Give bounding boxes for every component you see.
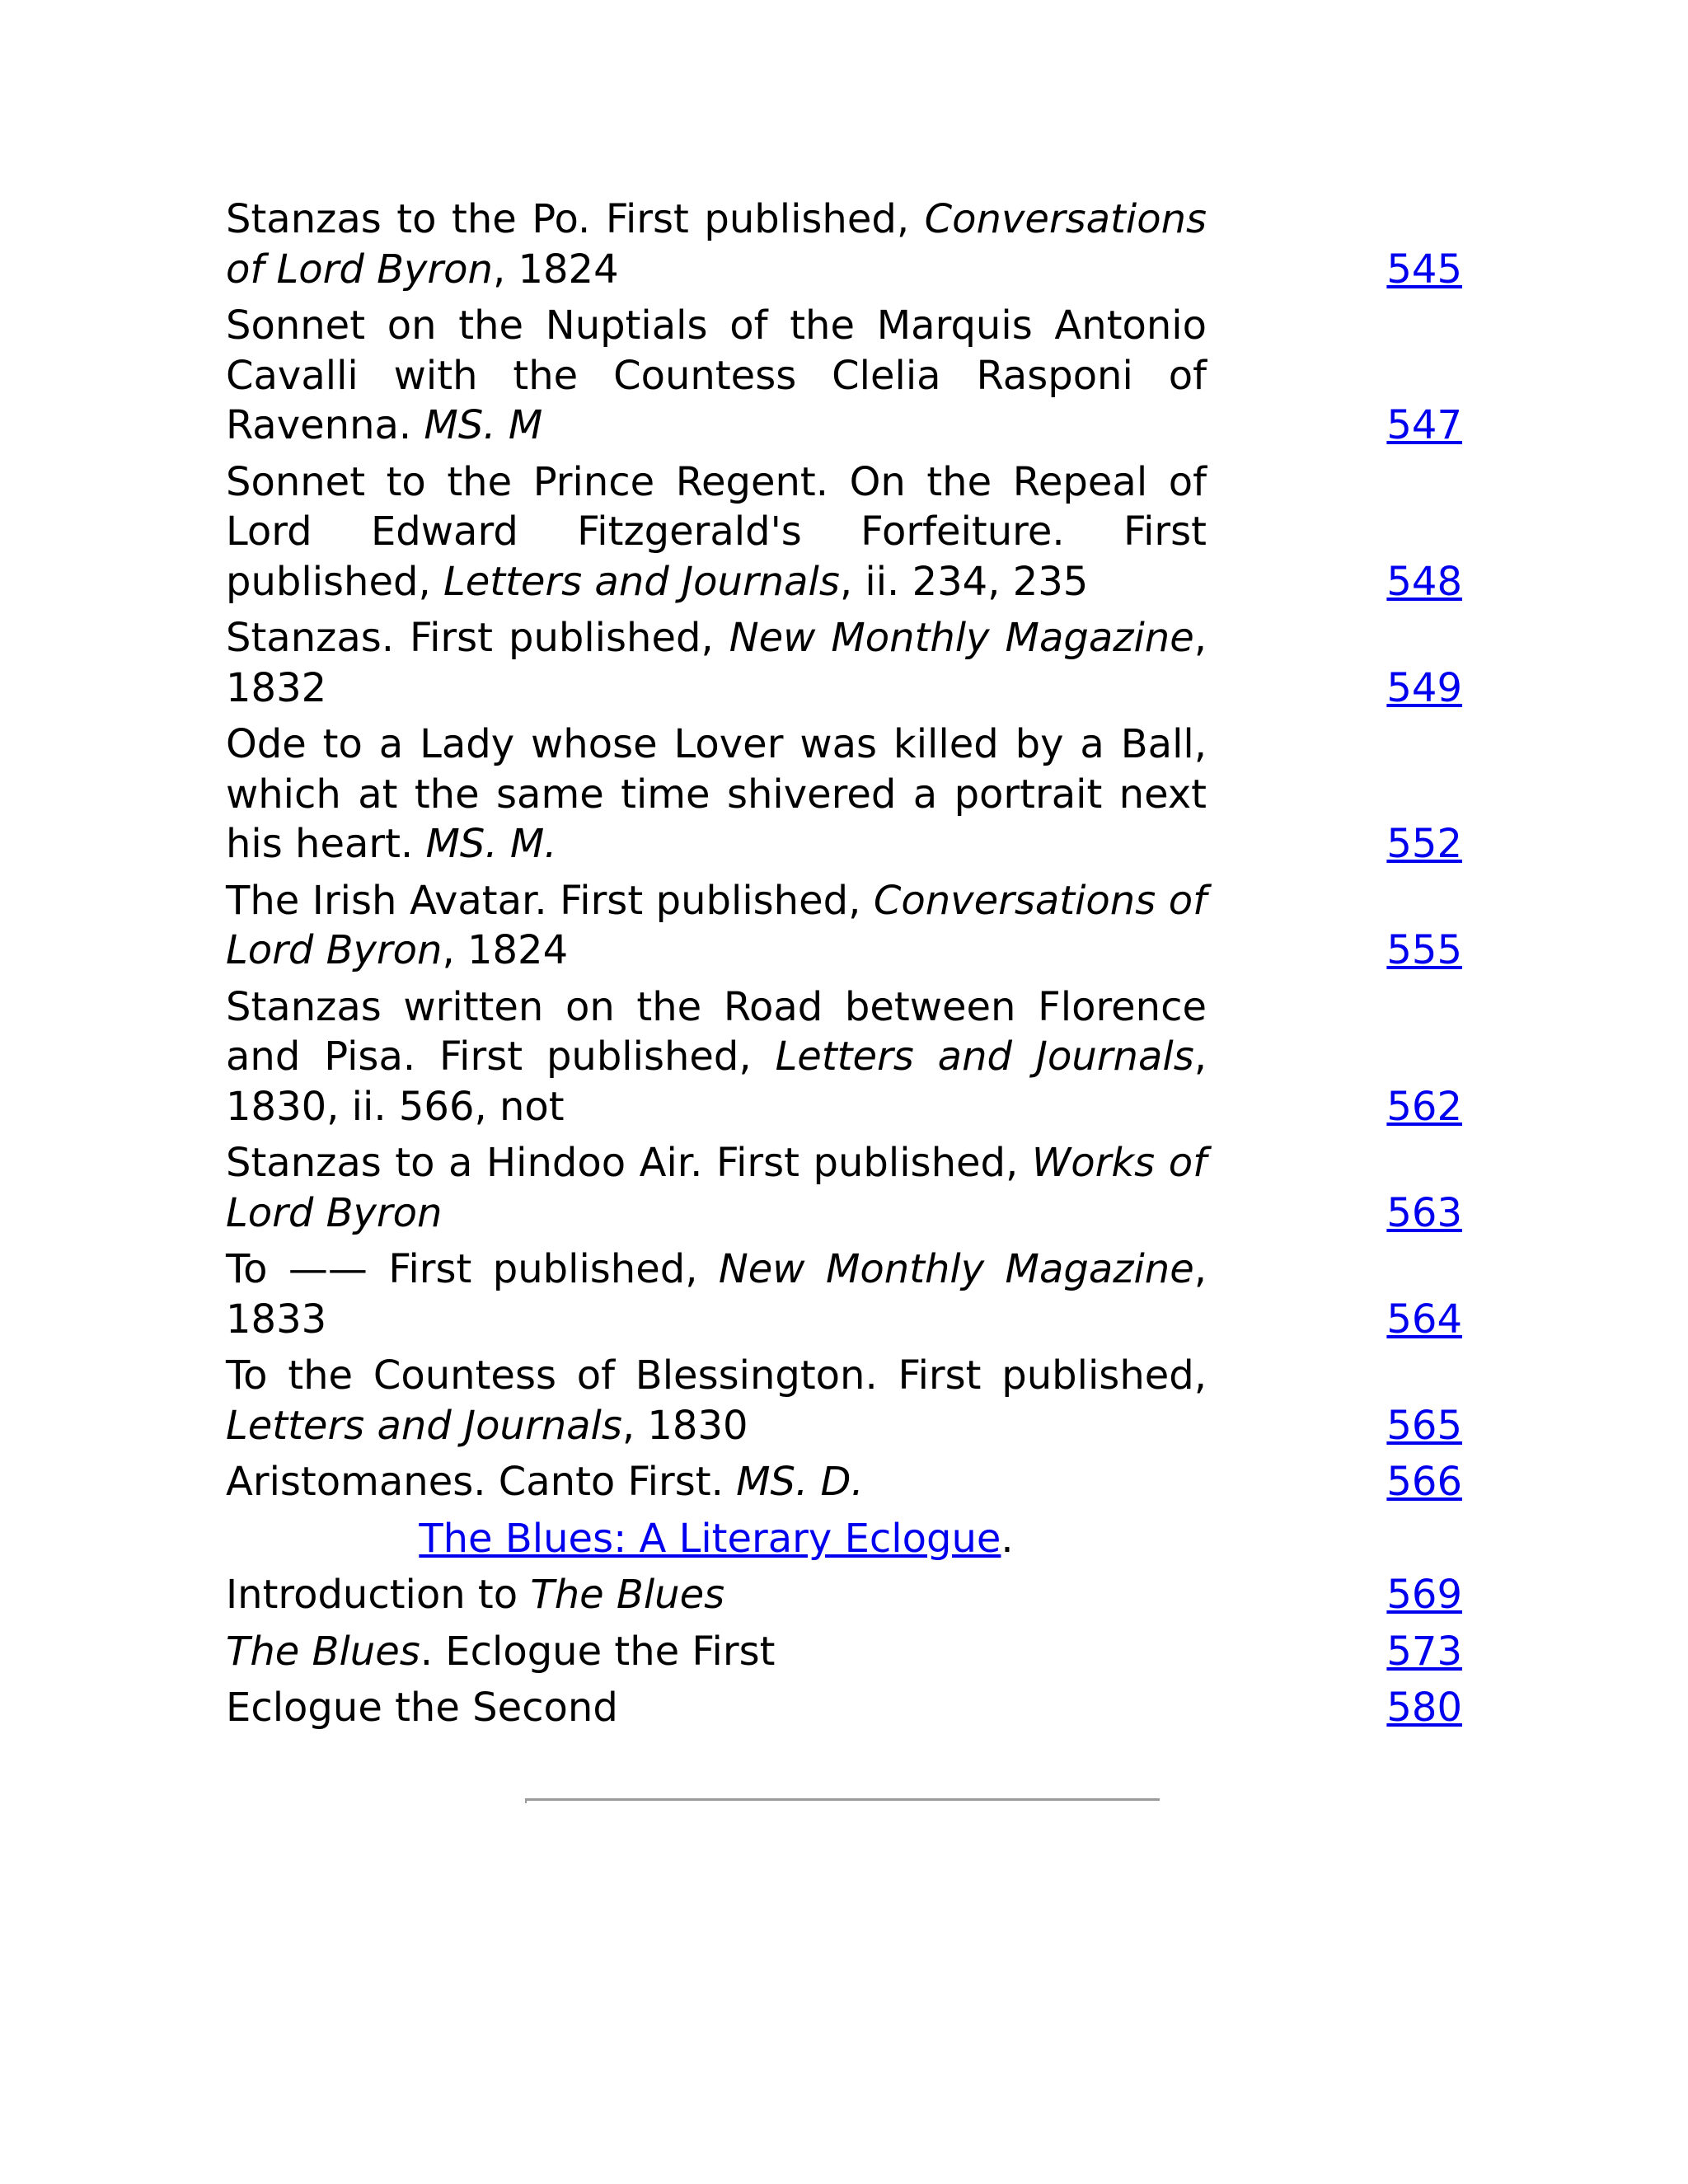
entry-title-italic: Works of Lord Byron bbox=[226, 1140, 1207, 1236]
entry-title-text: , 1830, ii. 566, not bbox=[226, 1033, 1207, 1130]
entry-title-text: , ii. 234, 235 bbox=[839, 558, 1089, 605]
entry-title-italic: The Blues bbox=[226, 1628, 420, 1675]
entry-title-italic: Letters and Journals bbox=[443, 558, 840, 605]
entry-title-text: Aristomanes. Canto First. bbox=[226, 1459, 737, 1505]
entry-title bbox=[226, 982, 1207, 1132]
entry-title-text: Stanzas. First published, bbox=[226, 615, 729, 661]
entry-title bbox=[226, 1351, 1207, 1451]
entry-title-italic: MS. M bbox=[424, 402, 543, 448]
entry-page-cell bbox=[1297, 1570, 1462, 1620]
entry-title bbox=[226, 301, 1207, 451]
entry-title-text: To the Countess of Blessington. First published, bbox=[226, 1352, 1207, 1399]
entry-title bbox=[226, 719, 1207, 869]
section-heading bbox=[226, 1514, 1207, 1564]
page-number-link[interactable]: 580 bbox=[1386, 1685, 1462, 1731]
toc-entry bbox=[226, 1683, 1462, 1733]
toc-entry bbox=[226, 194, 1462, 294]
entry-title-text: Stanzas to the Po. First published, bbox=[226, 196, 925, 242]
entry-title-italic: Letters and Journals bbox=[226, 1402, 622, 1449]
entry-page-cell bbox=[1297, 926, 1462, 976]
section-heading-suffix: . bbox=[1001, 1515, 1014, 1562]
entry-title-text: , 1832 bbox=[226, 615, 1207, 711]
toc-entry bbox=[226, 301, 1462, 451]
entry-page-cell bbox=[1297, 1401, 1462, 1451]
entry-title-italic: Conversations of Lord Byron bbox=[226, 877, 1207, 973]
entry-page-cell bbox=[1297, 663, 1462, 714]
toc-entry bbox=[226, 982, 1462, 1132]
page-number-link[interactable]: 548 bbox=[1386, 558, 1462, 605]
entry-title bbox=[226, 194, 1207, 294]
entry-page-cell bbox=[1297, 1188, 1462, 1239]
entry-page-cell bbox=[1297, 819, 1462, 869]
entry-page-cell bbox=[1297, 401, 1462, 451]
entry-title bbox=[226, 876, 1207, 976]
entry-title bbox=[226, 1683, 1207, 1733]
toc-entry bbox=[226, 1351, 1462, 1451]
entry-title-text: To —— First published, bbox=[226, 1246, 719, 1292]
toc-entry bbox=[226, 876, 1462, 976]
entry-title-text: Introduction to bbox=[226, 1572, 531, 1618]
toc-entry bbox=[226, 1627, 1462, 1677]
entry-page-cell bbox=[1297, 1683, 1462, 1733]
page-number-link[interactable]: 564 bbox=[1386, 1296, 1462, 1343]
table-of-contents bbox=[226, 194, 1462, 1740]
entry-title bbox=[226, 1627, 1207, 1677]
entry-page-cell bbox=[1297, 1295, 1462, 1345]
entry-page-cell bbox=[1297, 1082, 1462, 1132]
entry-page-cell bbox=[1297, 1627, 1462, 1677]
entry-page-cell bbox=[1297, 1457, 1462, 1507]
page-number-link[interactable]: 555 bbox=[1386, 927, 1462, 973]
entry-title-text: Ode to a Lady whose Lover was killed by a Ball, which at the same time shivered a portrait next his heart. bbox=[226, 721, 1207, 867]
entry-title-text: , 1824 bbox=[492, 246, 619, 293]
entry-title-italic: New Monthly Magazine bbox=[718, 1246, 1194, 1292]
entry-title-italic: The Blues bbox=[530, 1572, 725, 1618]
toc-entry bbox=[226, 1138, 1462, 1238]
entry-title-text: , 1830 bbox=[621, 1402, 748, 1449]
entry-title-text: , 1824 bbox=[442, 927, 569, 973]
entry-title bbox=[226, 457, 1207, 607]
entry-title bbox=[226, 1570, 1207, 1620]
entry-title-text: Stanzas written on the Road between Florence and Pisa. First published, bbox=[226, 983, 1207, 1080]
entry-title-text: , 1833 bbox=[226, 1246, 1207, 1343]
toc-entry bbox=[226, 457, 1462, 607]
page-number-link[interactable]: 563 bbox=[1386, 1189, 1462, 1236]
page-number-link[interactable]: 565 bbox=[1386, 1402, 1462, 1449]
entry-title-text: . Eclogue the First bbox=[420, 1628, 776, 1675]
entry-title-italic: Conversations of Lord Byron bbox=[226, 196, 1207, 293]
entry-page-cell bbox=[1297, 557, 1462, 607]
entry-title-text: Stanzas to a Hindoo Air. First published, bbox=[226, 1140, 1032, 1186]
entry-title bbox=[226, 1244, 1207, 1344]
page-number-link[interactable]: 562 bbox=[1386, 1083, 1462, 1130]
entry-title bbox=[226, 613, 1207, 713]
entry-title-text: Sonnet to the Prince Regent. On the Repeal of Lord Edward Fitzgerald's Forfeiture. First published, bbox=[226, 458, 1207, 605]
entry-title-text: Sonnet on the Nuptials of the Marquis Antonio Cavalli with the Countess Clelia Rasponi of Ravenna. bbox=[226, 302, 1207, 448]
horizontal-rule bbox=[525, 1798, 1160, 1803]
entry-title bbox=[226, 1138, 1207, 1238]
entry-title-italic: New Monthly Magazine bbox=[729, 615, 1194, 661]
section-toc-entries bbox=[226, 1570, 1462, 1733]
page-number-link[interactable]: 566 bbox=[1386, 1459, 1462, 1505]
entry-title bbox=[226, 1457, 1207, 1507]
toc-entry bbox=[226, 719, 1462, 869]
page-number-link[interactable]: 552 bbox=[1386, 821, 1462, 867]
entry-title-text: The Irish Avatar. First published, bbox=[226, 877, 874, 924]
toc-entry bbox=[226, 1244, 1462, 1344]
entry-title-italic: Letters and Journals bbox=[775, 1033, 1194, 1080]
page-number-link[interactable]: 569 bbox=[1386, 1572, 1462, 1618]
section-link[interactable]: The Blues: A Literary Eclogue bbox=[419, 1515, 1001, 1562]
page-number-link[interactable]: 573 bbox=[1386, 1628, 1462, 1675]
entry-title-text: Eclogue the Second bbox=[226, 1685, 618, 1731]
entry-title-italic: MS. M. bbox=[425, 821, 557, 867]
toc-entry bbox=[226, 1457, 1462, 1507]
toc-entry bbox=[226, 613, 1462, 713]
entry-title-italic: MS. D. bbox=[736, 1459, 864, 1505]
toc-entries bbox=[226, 194, 1462, 1507]
page-number-link[interactable]: 545 bbox=[1386, 246, 1462, 293]
page-number-link[interactable]: 549 bbox=[1386, 664, 1462, 711]
entry-page-cell bbox=[1297, 245, 1462, 295]
page-number-link[interactable]: 547 bbox=[1386, 402, 1462, 448]
toc-entry bbox=[226, 1570, 1462, 1620]
